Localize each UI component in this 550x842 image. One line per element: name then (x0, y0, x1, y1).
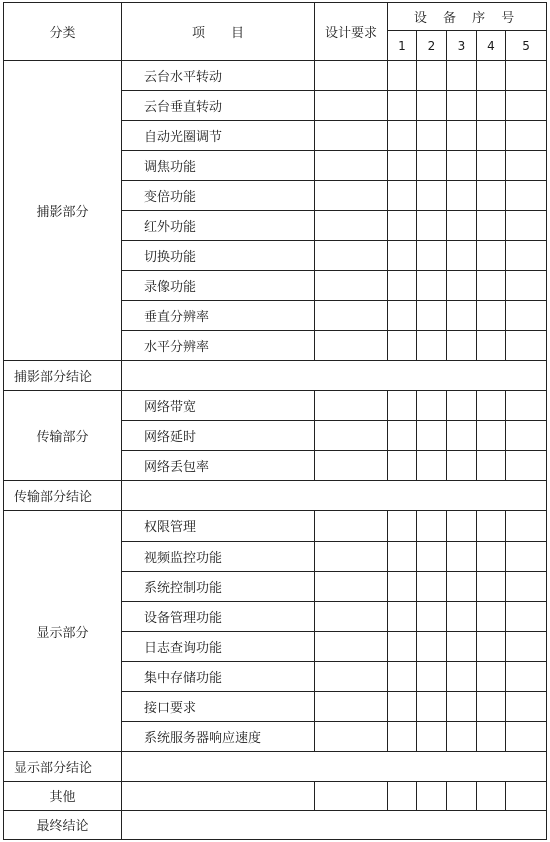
device-cell-4[interactable] (477, 511, 506, 541)
device-cell-2[interactable] (417, 541, 447, 571)
device-cell-3[interactable] (447, 91, 477, 121)
header-item: 项 目 (122, 3, 315, 61)
device-cell-2[interactable] (417, 601, 447, 631)
final-conclusion-label: 最终结论 (4, 810, 122, 839)
device-cell-2[interactable] (417, 511, 447, 541)
device-cell-2[interactable] (417, 721, 447, 751)
device-cell-1[interactable] (388, 331, 417, 361)
item-label: 调焦功能 (122, 151, 315, 181)
item-label: 录像功能 (122, 271, 315, 301)
conclusion-label-display: 显示部分结论 (4, 751, 122, 781)
device-cell-2[interactable] (417, 391, 447, 421)
device-cell-3[interactable] (447, 631, 477, 661)
device-cell-2[interactable] (417, 691, 447, 721)
item-label: 网络带宽 (122, 391, 315, 421)
design-requirement-cell[interactable] (315, 511, 388, 541)
device-cell-2[interactable] (417, 211, 447, 241)
device-cell-1[interactable] (388, 181, 417, 211)
category-transmission: 传输部分 (4, 391, 122, 481)
device-cell-1[interactable] (388, 301, 417, 331)
device-cell-1[interactable] (388, 661, 417, 691)
device-cell-1[interactable] (388, 91, 417, 121)
device-cell-5[interactable] (506, 511, 547, 541)
device-cell-3[interactable] (447, 721, 477, 751)
design-requirement-cell[interactable] (315, 121, 388, 151)
device-cell-4[interactable] (477, 271, 506, 301)
other-cell-3[interactable] (388, 781, 417, 810)
other-cell-6[interactable] (477, 781, 506, 810)
device-cell-2[interactable] (417, 631, 447, 661)
device-cell-5[interactable] (506, 451, 547, 481)
conclusion-label-capture: 捕影部分结论 (4, 361, 122, 391)
design-requirement-cell[interactable] (315, 541, 388, 571)
device-cell-3[interactable] (447, 61, 477, 91)
device-cell-1[interactable] (388, 721, 417, 751)
design-requirement-cell[interactable] (315, 241, 388, 271)
device-cell-3[interactable] (447, 271, 477, 301)
device-cell-4[interactable] (477, 331, 506, 361)
other-cell-1[interactable] (122, 781, 315, 810)
device-cell-4[interactable] (477, 691, 506, 721)
design-requirement-cell[interactable] (315, 451, 388, 481)
device-cell-2[interactable] (417, 151, 447, 181)
conclusion-label-transmission: 传输部分结论 (4, 481, 122, 511)
device-cell-5[interactable] (506, 271, 547, 301)
conclusion-value-capture[interactable] (122, 361, 547, 391)
device-cell-4[interactable] (477, 121, 506, 151)
device-cell-3[interactable] (447, 661, 477, 691)
device-cell-5[interactable] (506, 421, 547, 451)
device-cell-1[interactable] (388, 511, 417, 541)
other-row (4, 781, 547, 810)
device-number-5: 5 (506, 31, 547, 61)
device-cell-5[interactable] (506, 391, 547, 421)
device-cell-1[interactable] (388, 601, 417, 631)
device-cell-3[interactable] (447, 151, 477, 181)
item-label: 视频监控功能 (122, 541, 315, 571)
device-cell-5[interactable] (506, 241, 547, 271)
item-label: 设备管理功能 (122, 601, 315, 631)
device-cell-1[interactable] (388, 691, 417, 721)
item-label: 垂直分辨率 (122, 301, 315, 331)
header-row-1 (4, 3, 547, 31)
device-cell-4[interactable] (477, 151, 506, 181)
device-cell-2[interactable] (417, 571, 447, 601)
item-label: 网络丢包率 (122, 451, 315, 481)
design-requirement-cell[interactable] (315, 301, 388, 331)
design-requirement-cell[interactable] (315, 271, 388, 301)
conclusion-value-display[interactable] (122, 751, 547, 781)
item-row (4, 61, 547, 91)
device-cell-5[interactable] (506, 721, 547, 751)
category-capture: 捕影部分 (4, 61, 122, 361)
device-cell-4[interactable] (477, 661, 506, 691)
device-cell-5[interactable] (506, 301, 547, 331)
device-cell-1[interactable] (388, 271, 417, 301)
device-cell-5[interactable] (506, 571, 547, 601)
device-cell-5[interactable] (506, 331, 547, 361)
device-cell-4[interactable] (477, 241, 506, 271)
device-cell-2[interactable] (417, 451, 447, 481)
device-cell-1[interactable] (388, 211, 417, 241)
category-display: 显示部分 (4, 511, 122, 751)
design-requirement-cell[interactable] (315, 181, 388, 211)
device-cell-5[interactable] (506, 601, 547, 631)
device-cell-4[interactable] (477, 301, 506, 331)
device-cell-1[interactable] (388, 451, 417, 481)
device-number-1: 1 (388, 31, 417, 61)
device-cell-3[interactable] (447, 121, 477, 151)
design-requirement-cell[interactable] (315, 91, 388, 121)
item-label: 系统控制功能 (122, 571, 315, 601)
device-cell-2[interactable] (417, 301, 447, 331)
header-design-requirement: 设计要求 (315, 3, 388, 61)
header-device-sequence: 设 备 序 号 (388, 3, 547, 31)
device-cell-3[interactable] (447, 241, 477, 271)
other-cell-5[interactable] (447, 781, 477, 810)
device-cell-5[interactable] (506, 211, 547, 241)
inspection-form-table (3, 2, 547, 840)
device-cell-4[interactable] (477, 391, 506, 421)
device-cell-3[interactable] (447, 301, 477, 331)
other-label: 其他 (4, 781, 122, 810)
device-cell-2[interactable] (417, 181, 447, 211)
device-cell-1[interactable] (388, 391, 417, 421)
device-cell-2[interactable] (417, 61, 447, 91)
device-cell-2[interactable] (417, 91, 447, 121)
design-requirement-cell[interactable] (315, 211, 388, 241)
design-requirement-cell[interactable] (315, 151, 388, 181)
device-cell-3[interactable] (447, 571, 477, 601)
device-cell-1[interactable] (388, 241, 417, 271)
device-cell-3[interactable] (447, 511, 477, 541)
design-requirement-cell[interactable] (315, 331, 388, 361)
device-number-3: 3 (447, 31, 477, 61)
device-cell-5[interactable] (506, 91, 547, 121)
device-cell-2[interactable] (417, 661, 447, 691)
item-label: 权限管理 (122, 511, 315, 541)
design-requirement-cell[interactable] (315, 61, 388, 91)
item-label: 红外功能 (122, 211, 315, 241)
conclusion-value-transmission[interactable] (122, 481, 547, 511)
device-cell-2[interactable] (417, 121, 447, 151)
other-cell-4[interactable] (417, 781, 447, 810)
design-requirement-cell[interactable] (315, 661, 388, 691)
design-requirement-cell[interactable] (315, 631, 388, 661)
other-cell-7[interactable] (506, 781, 547, 810)
item-label: 网络延时 (122, 421, 315, 451)
device-cell-5[interactable] (506, 121, 547, 151)
device-cell-4[interactable] (477, 631, 506, 661)
device-cell-1[interactable] (388, 571, 417, 601)
device-cell-4[interactable] (477, 61, 506, 91)
device-cell-2[interactable] (417, 331, 447, 361)
device-number-2: 2 (417, 31, 447, 61)
device-cell-3[interactable] (447, 181, 477, 211)
item-label: 云台水平转动 (122, 61, 315, 91)
header-category: 分类 (4, 3, 122, 61)
device-cell-1[interactable] (388, 421, 417, 451)
item-label: 变倍功能 (122, 181, 315, 211)
device-cell-3[interactable] (447, 451, 477, 481)
device-cell-4[interactable] (477, 571, 506, 601)
item-label: 云台垂直转动 (122, 91, 315, 121)
final-conclusion-value[interactable] (122, 810, 547, 839)
item-label: 切换功能 (122, 241, 315, 271)
item-label: 自动光圈调节 (122, 121, 315, 151)
device-cell-3[interactable] (447, 211, 477, 241)
device-cell-5[interactable] (506, 631, 547, 661)
item-label: 日志查询功能 (122, 631, 315, 661)
item-label: 集中存储功能 (122, 661, 315, 691)
item-label: 接口要求 (122, 691, 315, 721)
device-cell-5[interactable] (506, 541, 547, 571)
design-requirement-cell[interactable] (315, 571, 388, 601)
device-number-4: 4 (477, 31, 506, 61)
device-cell-4[interactable] (477, 601, 506, 631)
final-conclusion-row (4, 810, 547, 839)
device-cell-4[interactable] (477, 541, 506, 571)
device-cell-4[interactable] (477, 91, 506, 121)
device-cell-3[interactable] (447, 331, 477, 361)
device-cell-2[interactable] (417, 241, 447, 271)
design-requirement-cell[interactable] (315, 391, 388, 421)
conclusion-row (4, 481, 547, 511)
device-cell-4[interactable] (477, 721, 506, 751)
device-cell-4[interactable] (477, 181, 506, 211)
conclusion-row (4, 751, 547, 781)
device-cell-1[interactable] (388, 151, 417, 181)
device-cell-3[interactable] (447, 391, 477, 421)
device-cell-4[interactable] (477, 421, 506, 451)
device-cell-3[interactable] (447, 691, 477, 721)
design-requirement-cell[interactable] (315, 691, 388, 721)
device-cell-3[interactable] (447, 601, 477, 631)
design-requirement-cell[interactable] (315, 601, 388, 631)
device-cell-1[interactable] (388, 631, 417, 661)
device-cell-5[interactable] (506, 151, 547, 181)
device-cell-2[interactable] (417, 421, 447, 451)
item-row (4, 391, 547, 421)
device-cell-5[interactable] (506, 661, 547, 691)
design-requirement-cell[interactable] (315, 421, 388, 451)
device-cell-5[interactable] (506, 61, 547, 91)
item-label: 系统服务器响应速度 (122, 721, 315, 751)
device-cell-5[interactable] (506, 691, 547, 721)
device-cell-1[interactable] (388, 61, 417, 91)
device-cell-3[interactable] (447, 421, 477, 451)
device-cell-3[interactable] (447, 541, 477, 571)
item-row (4, 511, 547, 541)
conclusion-row (4, 361, 547, 391)
device-cell-4[interactable] (477, 211, 506, 241)
device-cell-1[interactable] (388, 541, 417, 571)
device-cell-4[interactable] (477, 451, 506, 481)
device-cell-2[interactable] (417, 271, 447, 301)
design-requirement-cell[interactable] (315, 721, 388, 751)
device-cell-1[interactable] (388, 121, 417, 151)
item-label: 水平分辨率 (122, 331, 315, 361)
other-cell-2[interactable] (315, 781, 388, 810)
device-cell-5[interactable] (506, 181, 547, 211)
form-body (4, 61, 547, 840)
